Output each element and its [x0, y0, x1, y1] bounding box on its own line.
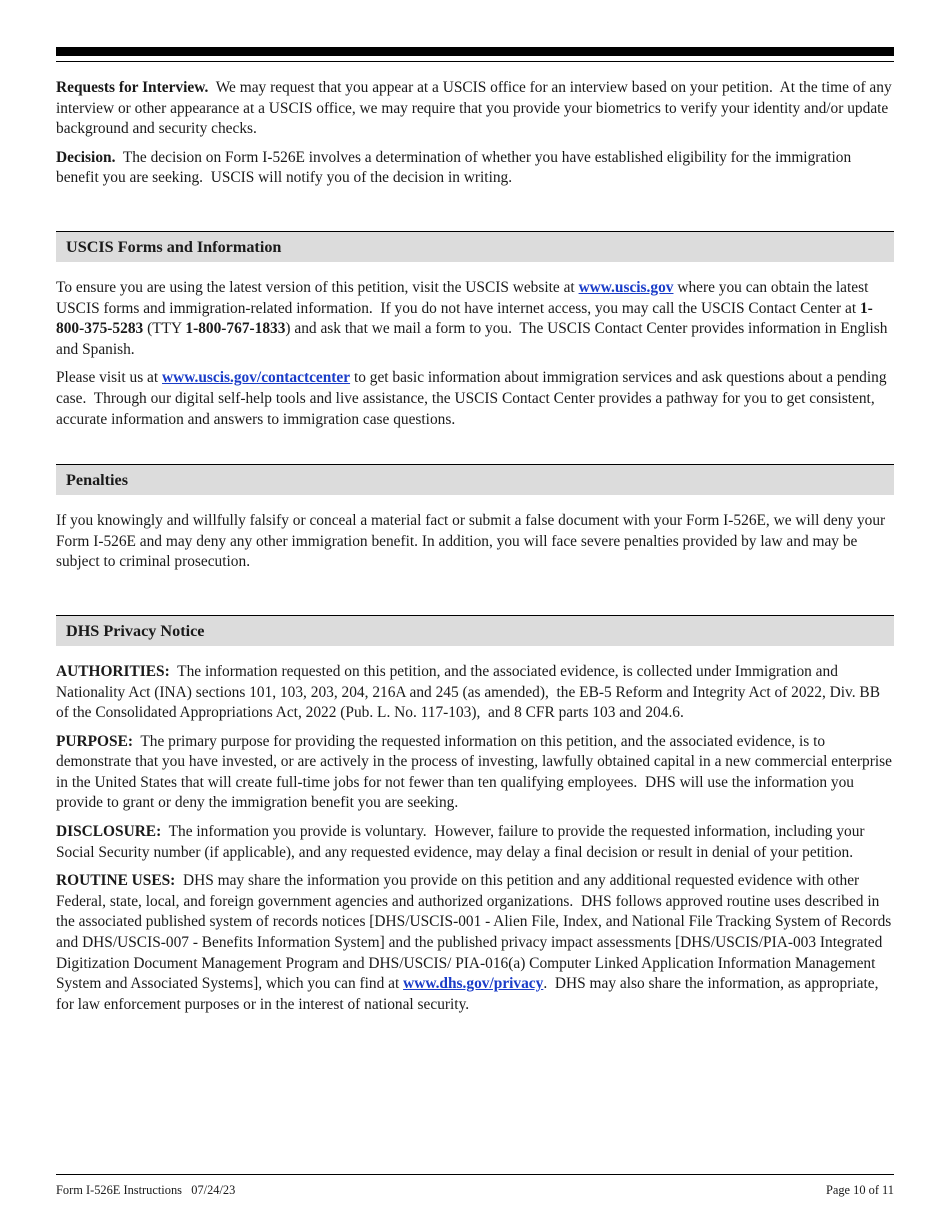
document-page	[56, 0, 894, 1230]
forms-info-paragraph-1	[56, 278, 894, 360]
forms-info-text: where you can obtain the latest USCIS forms and immigration-related information. If you do not have internet access, you may call the USCIS Contact Center at	[56, 278, 873, 317]
header-rule-thin	[56, 61, 894, 62]
purpose-paragraph	[56, 732, 894, 814]
routine-uses-label: ROUTINE USES:	[56, 872, 176, 890]
authorities-label: AUTHORITIES:	[56, 662, 170, 680]
routine-uses-text: . DHS may also share the information, as appropriate, for law enforcement purposes or in the interest of national security.	[56, 975, 883, 1013]
authorities-text: The information requested on this petition, and the associated evidence, is collected under Immigration and Nationality Act (INA) sections 101, 103, 203, 204, 216A and 245 (as amended), the EB-5 Reform and Integrity Act of 2022, Div. BB of the Consolidated Appropriations Act, 2022 (Pub. L. No. 117-103), and 8 CFR parts 103 and 204.6.	[56, 662, 884, 722]
routine-uses-text: DHS may share the information you provide on this petition and any additional requested evidence with other Federal, state, local, and foreign government agencies and authorized organizations. DHS follows approved routine uses described in the associated published system of records notices [DHS/USCIS-001 - Alien File, Index, and National File Tracking System of Records and DHS/USCIS-007 - Benefits Information System] and the published privacy impact assessments [DHS/USCIS/PIA-003 Integrated Digitization Document Management Program and DHS/USCIS/ PIA-016(a) Computer Linked Application Information Management System and Associated Systems], which you can find at	[56, 872, 896, 993]
footer-rule	[56, 1174, 894, 1175]
contact-center-phone: 1-800-375-5283	[56, 299, 873, 338]
penalties-paragraph: If you knowingly and willfully falsify or conceal a material fact or submit a false document with your Form I-526E, we will deny your Form I-526E and may deny any other immigration benefit. In addition, you will face severe penalties provided by law and may be subject to criminal prosecution.	[56, 512, 886, 571]
forms-info-text: ) and ask that we mail a form to you. The USCIS Contact Center provides information in English and Spanish.	[56, 320, 892, 358]
purpose-label: PURPOSE:	[56, 732, 133, 750]
authorities-paragraph	[56, 662, 894, 724]
page-content	[56, 78, 894, 1023]
section-header-privacy: DHS Privacy Notice	[56, 615, 894, 646]
uscis-website-link[interactable]: www.uscis.gov	[578, 278, 674, 296]
interview-label: Requests for Interview.	[56, 79, 209, 96]
purpose-text: The primary purpose for providing the requested information on this petition, and the associated evidence, is to demonstrate that you have invested, or are actively in the process of investing, lawfully obtained capital in a new commercial enterprise in the United States that will create full-time jobs for not fewer than ten qualifying employees. DHS will use the information you provide to grant or deny the immigration benefit you are seeking.	[56, 732, 896, 812]
interview-text: We may request that you appear at a USCIS office for an interview based on your petition. At the time of any interview or other appearance at a USCIS office, we may require that you provide your biometrics to verify your identity and/or update background and security checks.	[56, 79, 896, 138]
decision-text: The decision on Form I-526E involves a determination of whether you have established eligibility for the immigration benefit you are seeking. USCIS will notify you of the decision in writing.	[56, 148, 856, 187]
forms-info-text: Please visit us at	[56, 369, 163, 387]
footer-form-id: Form I-526E Instructions 07/24/23	[56, 1183, 236, 1197]
tty-phone: 1-800-767-1833	[185, 320, 286, 338]
forms-info-text: To ensure you are using the latest version of this petition, visit the USCIS website at	[56, 278, 579, 296]
decision-paragraph	[56, 148, 894, 189]
disclosure-paragraph	[56, 822, 894, 863]
header-rule-thick	[56, 47, 894, 56]
disclosure-text: The information you provide is voluntary. However, failure to provide the requested information, including your Social Security number (if applicable), and any requested evidence, may delay a final decision or result in denial of your petition.	[56, 823, 869, 861]
dhs-privacy-link[interactable]: www.dhs.gov/privacy	[403, 975, 544, 993]
disclosure-label: DISCLOSURE:	[56, 823, 162, 841]
section-header-penalties: Penalties	[56, 464, 894, 495]
forms-info-text: (TTY	[143, 320, 186, 338]
forms-info-text: to get basic information about immigration services and ask questions about a pending case. Through our digital self-help tools and live assistance, the USCIS Contact Center provides a pathway for you to get consistent, accurate information and answers to immigration case questions.	[56, 369, 891, 428]
contact-center-link[interactable]: www.uscis.gov/contactcenter	[162, 369, 351, 387]
interview-paragraph	[56, 78, 894, 140]
forms-info-paragraph-2	[56, 368, 894, 430]
decision-label: Decision.	[56, 148, 116, 166]
routine-uses-paragraph	[56, 871, 894, 1015]
footer-page-number: Page 10 of 11	[825, 1183, 894, 1197]
section-header-forms-info: USCIS Forms and Information	[56, 231, 894, 262]
